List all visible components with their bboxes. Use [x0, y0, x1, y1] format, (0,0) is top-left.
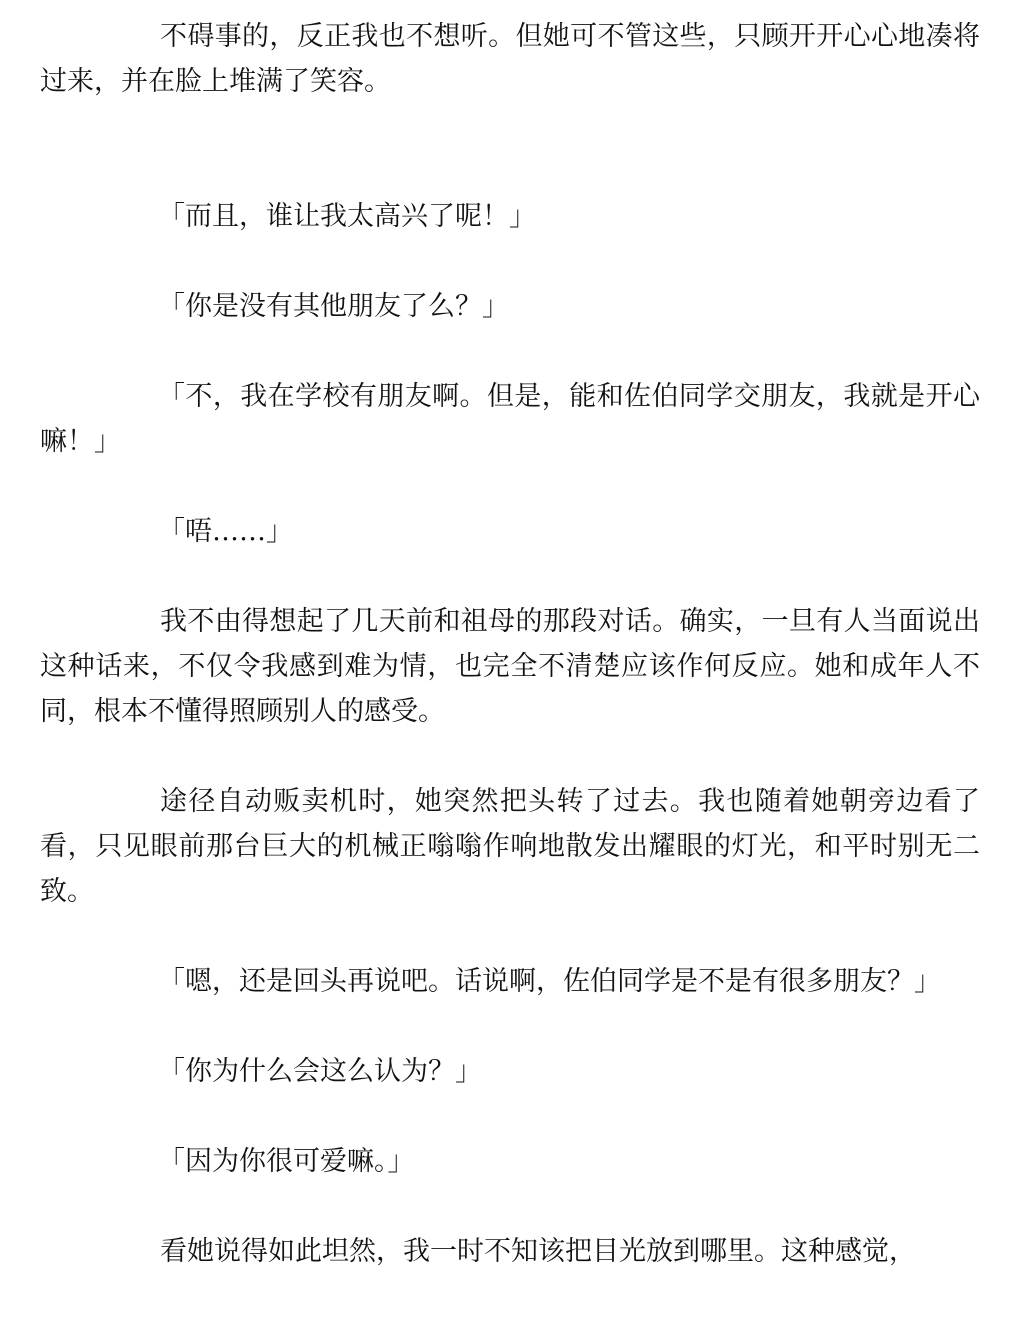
narration-paragraph: 不碍事的，反正我也不想听。但她可不管这些，只顾开开心心地凑将过来，并在脸上堆满了笑容。: [40, 21, 980, 97]
dialogue-line: 「而且，谁让我太高兴了呢！」: [158, 201, 536, 232]
narration-paragraph: 途径自动贩卖机时，她突然把头转了过去。我也随着她朝旁边看了看，只见眼前那台巨大的机械正嗡嗡作响地散发出耀眼的灯光，和平时别无二致。: [40, 786, 980, 907]
dialogue-line: 「你为什么会这么认为？」: [158, 1056, 482, 1087]
dialogue-line: 「不，我在学校有朋友啊。但是，能和佐伯同学交朋友，我就是开心嘛！」: [40, 381, 980, 457]
dialogue-line: 「因为你很可爱嘛。」: [158, 1146, 415, 1177]
book-page: [40, 14, 980, 1274]
dialogue-line: 「嗯，还是回头再说吧。话说啊，佐伯同学是不是有很多朋友？」: [158, 966, 941, 997]
narration-paragraph: 我不由得想起了几天前和祖母的那段对话。确实，一旦有人当面说出这种话来，不仅令我感到难为情，也完全不清楚应该作何反应。她和成年人不同，根本不懂得照顾别人的感受。: [40, 606, 980, 727]
dialogue-line: 「你是没有其他朋友了么？」: [158, 291, 509, 322]
narration-paragraph: 看她说得如此坦然，我一时不知该把目光放到哪里。这种感觉，: [160, 1236, 916, 1267]
dialogue-line: 「唔……」: [158, 516, 293, 547]
